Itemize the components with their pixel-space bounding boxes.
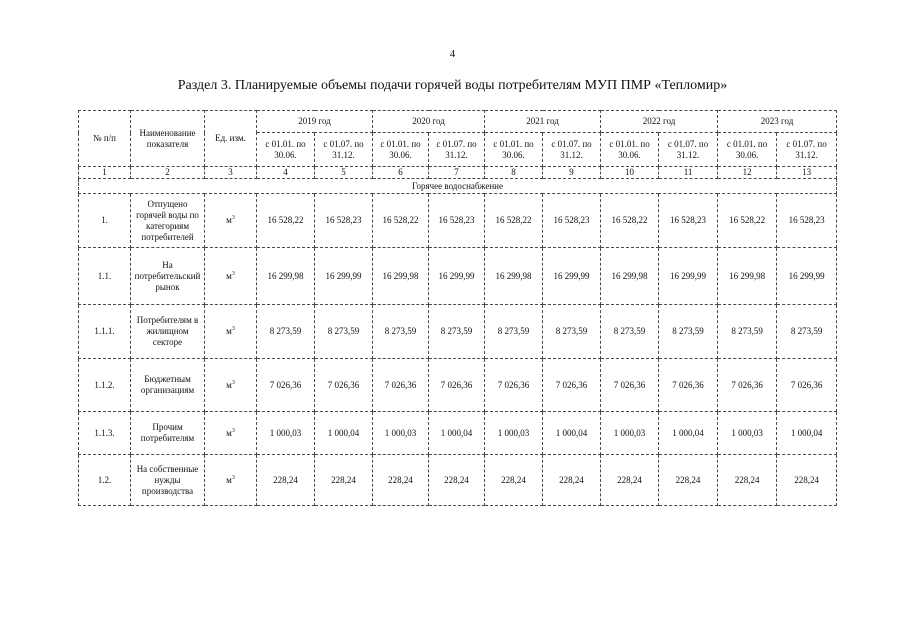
row-value: 228,24 xyxy=(659,455,718,506)
row-value: 16 299,98 xyxy=(601,248,659,305)
row-indicator-name: На потребительский рынок xyxy=(131,248,205,305)
unit-base: м xyxy=(226,427,232,438)
table-row xyxy=(79,359,837,412)
row-value: 8 273,59 xyxy=(543,305,601,359)
row-value: 16 299,99 xyxy=(777,248,837,305)
row-value: 16 528,23 xyxy=(429,194,485,248)
row-unit xyxy=(205,455,257,506)
table-row xyxy=(79,194,837,248)
row-value: 1 000,03 xyxy=(718,412,777,455)
unit-superscript: 3 xyxy=(231,270,235,277)
row-value: 1 000,03 xyxy=(257,412,315,455)
row-value: 8 273,59 xyxy=(777,305,837,359)
header-year: 2020 год xyxy=(373,111,485,133)
column-number: 12 xyxy=(718,167,777,179)
row-value: 16 528,22 xyxy=(257,194,315,248)
row-indicator-name: Отпущено горячей воды по категориям потребителей xyxy=(131,194,205,248)
header-year: 2023 год xyxy=(718,111,837,133)
row-unit xyxy=(205,248,257,305)
header-period: с 01.01. по 30.06. xyxy=(485,133,543,167)
header-period: с 01.07. по 31.12. xyxy=(543,133,601,167)
header-num: № п/п xyxy=(79,111,131,167)
column-number: 10 xyxy=(601,167,659,179)
table-row xyxy=(79,412,837,455)
section-label: Горячее водоснабжение xyxy=(79,179,837,194)
row-value: 7 026,36 xyxy=(485,359,543,412)
unit-superscript: 3 xyxy=(231,326,235,332)
row-value: 1 000,04 xyxy=(315,412,373,455)
row-value: 7 026,36 xyxy=(373,359,429,412)
row-value: 16 299,99 xyxy=(543,248,601,305)
row-unit xyxy=(205,412,257,455)
row-value: 16 299,99 xyxy=(315,248,373,305)
row-unit xyxy=(205,194,257,248)
row-value: 228,24 xyxy=(257,455,315,506)
row-value: 228,24 xyxy=(429,455,485,506)
row-value: 8 273,59 xyxy=(718,305,777,359)
row-value: 8 273,59 xyxy=(601,305,659,359)
row-value: 16 299,98 xyxy=(485,248,543,305)
table-row xyxy=(79,305,837,359)
column-number: 6 xyxy=(373,167,429,179)
row-value: 228,24 xyxy=(777,455,837,506)
row-value: 1 000,04 xyxy=(777,412,837,455)
column-number: 11 xyxy=(659,167,718,179)
row-value: 1 000,03 xyxy=(373,412,429,455)
column-number: 2 xyxy=(131,167,205,179)
row-value: 16 528,22 xyxy=(485,194,543,248)
column-number: 1 xyxy=(79,167,131,179)
row-value: 228,24 xyxy=(485,455,543,506)
row-value: 8 273,59 xyxy=(315,305,373,359)
row-value: 8 273,59 xyxy=(659,305,718,359)
row-number: 1.1. xyxy=(79,248,131,305)
row-number: 1. xyxy=(79,194,131,248)
row-value: 8 273,59 xyxy=(485,305,543,359)
header-period: с 01.07. по 31.12. xyxy=(429,133,485,167)
row-value: 8 273,59 xyxy=(257,305,315,359)
row-unit xyxy=(205,305,257,359)
row-number: 1.2. xyxy=(79,455,131,506)
row-value: 7 026,36 xyxy=(429,359,485,412)
unit-base: м xyxy=(226,215,232,225)
column-number: 5 xyxy=(315,167,373,179)
row-value: 16 528,22 xyxy=(718,194,777,248)
row-value: 7 026,36 xyxy=(257,359,315,412)
row-indicator-name: На собственные нужды производства xyxy=(131,455,205,506)
row-unit xyxy=(205,359,257,412)
row-indicator-name: Бюджетным организациям xyxy=(131,359,205,412)
row-value: 16 528,22 xyxy=(373,194,429,248)
row-number: 1.1.2. xyxy=(79,359,131,412)
row-value: 1 000,04 xyxy=(543,412,601,455)
row-value: 228,24 xyxy=(543,455,601,506)
header-period: с 01.01. по 30.06. xyxy=(601,133,659,167)
column-number: 13 xyxy=(777,167,837,179)
table-row xyxy=(79,455,837,506)
header-period: с 01.07. по 31.12. xyxy=(777,133,837,167)
row-value: 16 528,23 xyxy=(777,194,837,248)
row-value: 16 528,23 xyxy=(543,194,601,248)
row-value: 8 273,59 xyxy=(429,305,485,359)
row-value: 16 528,23 xyxy=(315,194,373,248)
row-number: 1.1.1. xyxy=(79,305,131,359)
header-period: с 01.07. по 31.12. xyxy=(315,133,373,167)
unit-base: м xyxy=(226,270,232,281)
row-number: 1.1.3. xyxy=(79,412,131,455)
row-value: 7 026,36 xyxy=(718,359,777,412)
row-value: 16 299,98 xyxy=(718,248,777,305)
unit-base: м xyxy=(226,326,232,336)
row-value: 16 528,22 xyxy=(601,194,659,248)
row-value: 1 000,03 xyxy=(485,412,543,455)
row-value: 228,24 xyxy=(718,455,777,506)
row-value: 1 000,03 xyxy=(601,412,659,455)
row-value: 16 299,98 xyxy=(373,248,429,305)
column-number: 3 xyxy=(205,167,257,179)
row-value: 16 528,23 xyxy=(659,194,718,248)
row-value: 1 000,04 xyxy=(429,412,485,455)
row-value: 1 000,04 xyxy=(659,412,718,455)
unit-superscript: 3 xyxy=(231,379,235,386)
header-period: с 01.01. по 30.06. xyxy=(257,133,315,167)
unit-superscript: 3 xyxy=(231,215,235,221)
header-name: Наименование показателя xyxy=(131,111,205,167)
row-indicator-name: Потребителям в жилищном секторе xyxy=(131,305,205,359)
column-number: 7 xyxy=(429,167,485,179)
column-number: 4 xyxy=(257,167,315,179)
row-value: 7 026,36 xyxy=(543,359,601,412)
column-number: 8 xyxy=(485,167,543,179)
header-year: 2021 год xyxy=(485,111,601,133)
row-indicator-name: Прочим потребителям xyxy=(131,412,205,455)
row-value: 7 026,36 xyxy=(315,359,373,412)
row-value: 7 026,36 xyxy=(659,359,718,412)
section-title: Раздел 3. Планируемые объемы подачи горячей воды потребителям МУП ПМР «Тепломир» xyxy=(177,78,728,93)
row-value: 16 299,98 xyxy=(257,248,315,305)
row-value: 7 026,36 xyxy=(777,359,837,412)
row-value: 228,24 xyxy=(601,455,659,506)
header-unit: Ед. изм. xyxy=(205,111,257,167)
row-value: 16 299,99 xyxy=(429,248,485,305)
header-year: 2022 год xyxy=(601,111,718,133)
row-value: 8 273,59 xyxy=(373,305,429,359)
row-value: 228,24 xyxy=(315,455,373,506)
row-value: 16 299,99 xyxy=(659,248,718,305)
unit-superscript: 3 xyxy=(231,427,235,434)
row-value: 228,24 xyxy=(373,455,429,506)
table-row xyxy=(79,248,837,305)
hot-water-supply-table xyxy=(78,110,837,506)
column-number: 9 xyxy=(543,167,601,179)
header-year: 2019 год xyxy=(257,111,373,133)
header-period: с 01.07. по 31.12. xyxy=(659,133,718,167)
row-value: 7 026,36 xyxy=(601,359,659,412)
unit-superscript: 3 xyxy=(231,474,235,481)
unit-base: м xyxy=(226,379,232,390)
header-period: с 01.01. по 30.06. xyxy=(718,133,777,167)
unit-base: м xyxy=(226,474,232,485)
page-number: 4 xyxy=(449,48,456,60)
header-period: с 01.01. по 30.06. xyxy=(373,133,429,167)
